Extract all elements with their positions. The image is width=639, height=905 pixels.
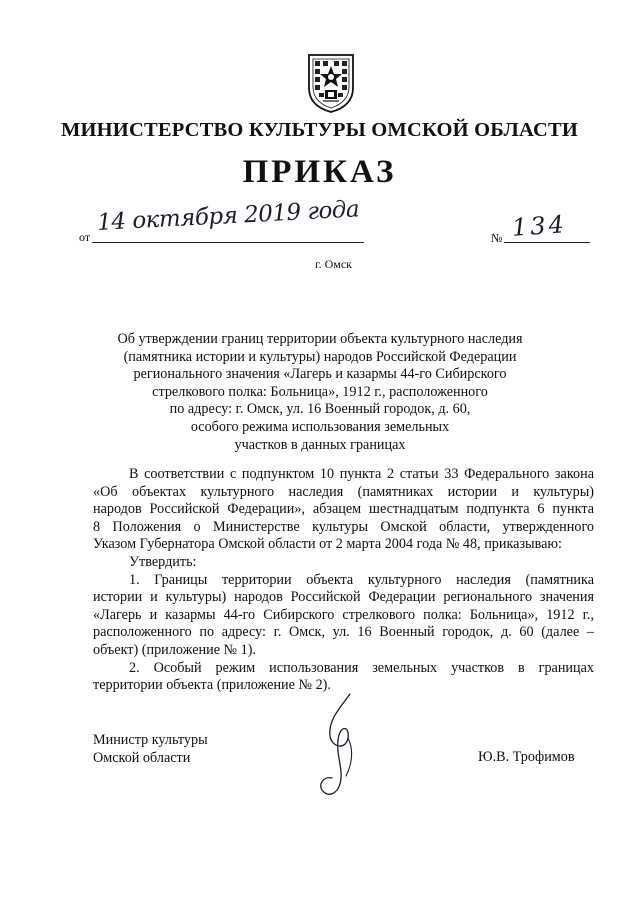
subject-line: Об утверждении границ территории объекта культурного наследия (117, 331, 523, 347)
body-line: народов Российской Федерации», абзацем шестнадцатым подпункта 6 пункта (93, 501, 594, 518)
subject-line: участков в данных границах (234, 436, 406, 453)
body-line: расположенного по адресу: г. Омск, ул. 16 Военный городок, д. 60 (далее – (93, 624, 594, 641)
date-underline (92, 242, 364, 243)
signatory-name: Ю.В. Трофимов (478, 749, 575, 765)
date-prefix: от (79, 230, 91, 244)
number-underline (504, 242, 590, 243)
subject-line: (памятника истории и культуры) народов Российской Федерации (123, 348, 517, 365)
subject-line: по адресу: г. Омск, ул. 16 Военный городок, д. 60, (169, 401, 471, 418)
body-line: «Лагерь и казармы 44-го Сибирского стрелкового полка: Больница», 1912 г., (93, 606, 594, 623)
order-subject (100, 331, 540, 454)
body-line: 8 Положения о Министерстве культуры Омской области, утвержденного (93, 518, 594, 535)
subject-line: особого режима использования земельных (190, 418, 450, 435)
city: г. Омск (315, 257, 352, 271)
document-type-title: ПРИКАЗ (242, 154, 397, 190)
signatory-position (93, 731, 208, 767)
coat-of-arms-icon (305, 52, 357, 114)
number-prefix: № (491, 231, 503, 245)
body-line: «Об объектах культурного наследия (памятниках истории и культуры) (93, 483, 594, 500)
body-line: Указом Губернатора Омской области от 2 марта 2004 года № 48, приказываю: (93, 536, 562, 553)
body-line: истории и культуры) народов Российской Федерации регионального значения (93, 589, 594, 606)
body-line: объект) (приложение № 1). (93, 641, 256, 658)
body-line: 2. Особый режим использования земельных участков в границах (129, 659, 594, 676)
position-line: Министр культуры (93, 732, 208, 748)
body-line: Утвердить: (129, 553, 197, 570)
subject-line: регионального значения «Лагерь и казармы 44-го Сибирского (133, 366, 507, 383)
handwritten-number: 134 (511, 210, 568, 242)
subject-line: стрелкового полка: Больница», 1912 г., расположенного (152, 383, 488, 400)
body-line: 1. Границы территории объекта культурного наследия (памятника (129, 571, 594, 588)
body-line: В соответствии с подпунктом 10 пункта 2 статьи 33 Федерального закона (129, 466, 594, 482)
order-body (93, 466, 594, 695)
body-line: территории объекта (приложение № 2). (93, 677, 331, 694)
handwritten-date: 14 октября 2019 года (96, 196, 360, 236)
handwritten-signature (310, 690, 380, 805)
position-line: Омской области (93, 750, 191, 766)
ministry-name: МИНИСТЕРСТВО КУЛЬТУРЫ ОМСКОЙ ОБЛАСТИ (60, 119, 579, 141)
